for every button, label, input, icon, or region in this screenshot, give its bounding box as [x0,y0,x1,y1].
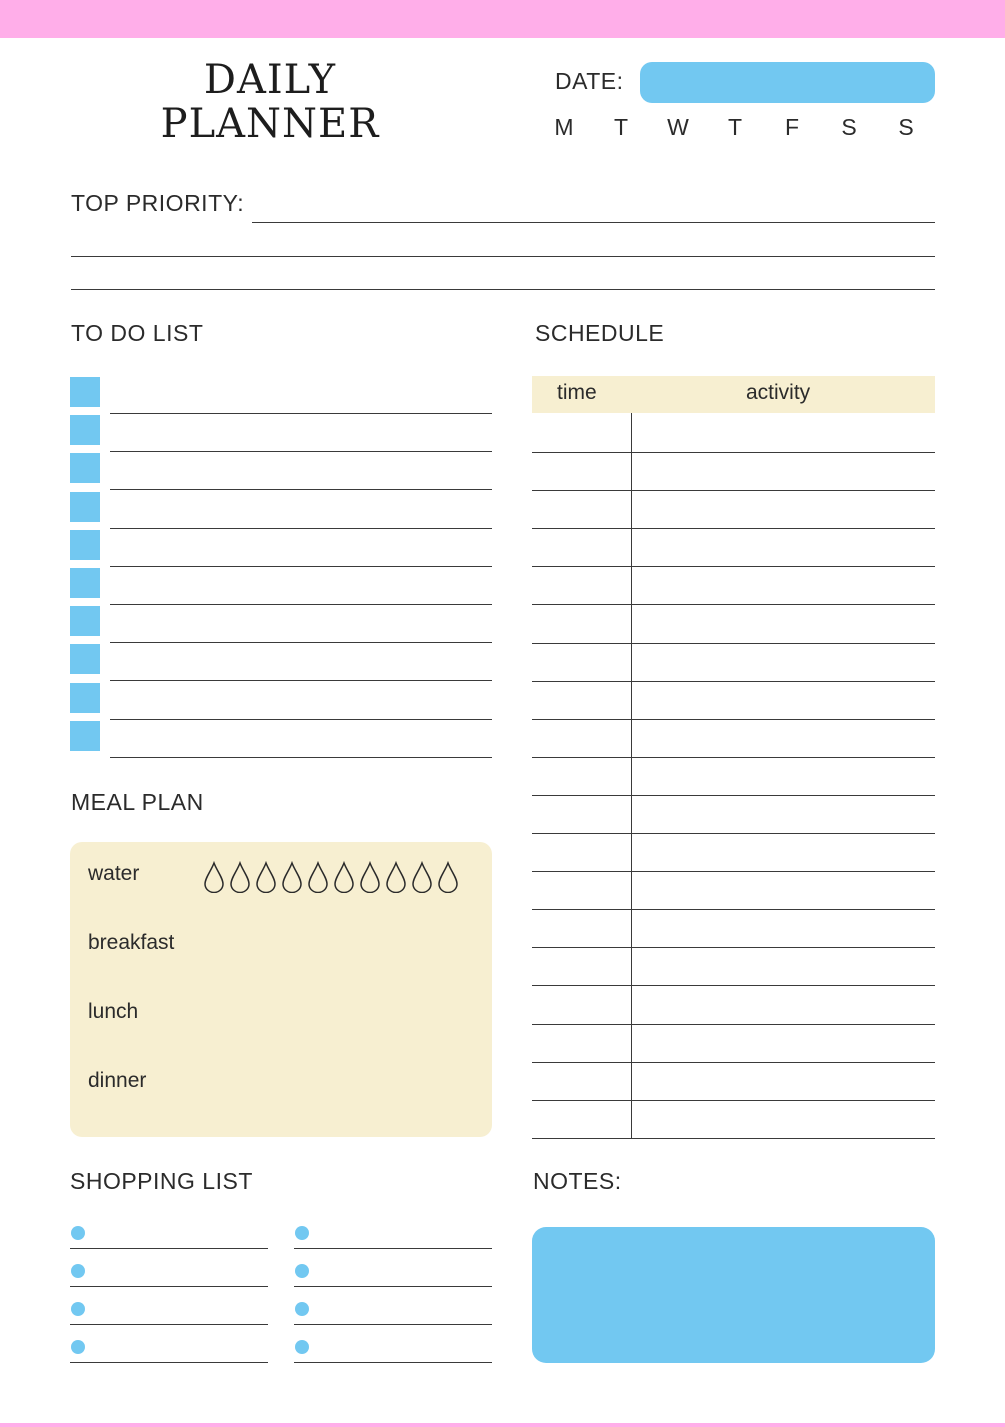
weekday-0[interactable]: M [554,114,574,140]
title-line-2: PLANNER [160,101,380,147]
page-title [150,58,390,146]
weekday-6[interactable]: S [898,114,914,140]
todo-line[interactable] [110,719,492,720]
schedule-row-line[interactable] [532,833,935,834]
weekday-4[interactable]: F [784,114,800,140]
schedule-row-line[interactable] [532,909,935,910]
schedule-column-divider [631,413,632,1138]
water-drop-icon[interactable] [229,861,251,893]
water-label: water [88,862,140,885]
schedule-row-line[interactable] [532,1024,935,1025]
shopping-line[interactable] [294,1324,492,1325]
weekday-5[interactable]: S [841,114,857,140]
bullet-dot-icon [295,1340,309,1354]
schedule-row-line[interactable] [532,643,935,644]
todo-checkbox[interactable] [70,453,100,483]
lunch-label: lunch [88,1000,139,1023]
shopping-list-title: SHOPPING LIST [70,1168,253,1194]
bullet-dot-icon [295,1226,309,1240]
notes-title: NOTES: [533,1168,622,1194]
todo-checkbox[interactable] [70,644,100,674]
shopping-line[interactable] [70,1362,268,1363]
schedule-row-line[interactable] [532,681,935,682]
date-label: DATE: [555,68,624,94]
schedule-row-line[interactable] [532,985,935,986]
todo-checkbox[interactable] [70,683,100,713]
water-drop-icon[interactable] [255,861,277,893]
weekday-selector [549,114,949,144]
water-tracker [203,861,459,893]
todo-line[interactable] [110,528,492,529]
schedule-row-line[interactable] [532,795,935,796]
schedule-row-line[interactable] [532,1100,935,1101]
water-drop-icon[interactable] [411,861,433,893]
schedule-row-line[interactable] [532,719,935,720]
shopping-line[interactable] [294,1286,492,1287]
bullet-dot-icon [71,1340,85,1354]
bottom-accent-bar [0,1423,1005,1427]
todo-line[interactable] [110,566,492,567]
todo-checkbox[interactable] [70,530,100,560]
schedule-row-line[interactable] [532,947,935,948]
bullet-dot-icon [295,1302,309,1316]
schedule-row-line[interactable] [532,871,935,872]
todo-line[interactable] [110,642,492,643]
schedule-row-line[interactable] [532,490,935,491]
water-drop-icon[interactable] [203,861,225,893]
meal-plan-title: MEAL PLAN [71,789,204,815]
bullet-dot-icon [71,1264,85,1278]
weekday-3[interactable]: T [727,114,743,140]
shopping-line[interactable] [70,1324,268,1325]
schedule-time-header: time [557,381,597,404]
top-priority-line-1[interactable] [252,222,935,223]
schedule-activity-header: activity [746,381,811,404]
top-accent-bar [0,0,1005,38]
schedule-row-line[interactable] [532,452,935,453]
bullet-dot-icon [71,1302,85,1316]
todo-line[interactable] [110,489,492,490]
todo-checkbox[interactable] [70,568,100,598]
date-field[interactable] [640,62,935,103]
top-priority-label: TOP PRIORITY: [71,190,245,216]
water-drop-icon[interactable] [333,861,355,893]
schedule-title: SCHEDULE [535,320,665,346]
schedule-row-line[interactable] [532,1138,935,1139]
todo-checkbox[interactable] [70,415,100,445]
title-line-1: DAILY [203,57,337,103]
todo-checkbox[interactable] [70,721,100,751]
water-drop-icon[interactable] [359,861,381,893]
todo-title: TO DO LIST [71,320,204,346]
shopping-line[interactable] [70,1248,268,1249]
todo-line[interactable] [110,680,492,681]
dinner-label: dinner [88,1069,147,1092]
todo-line[interactable] [110,604,492,605]
schedule-row-line[interactable] [532,566,935,567]
todo-checkbox[interactable] [70,377,100,407]
bullet-dot-icon [295,1264,309,1278]
water-drop-icon[interactable] [281,861,303,893]
notes-area[interactable] [532,1227,935,1363]
schedule-row-line[interactable] [532,1062,935,1063]
todo-checkbox[interactable] [70,606,100,636]
shopping-line[interactable] [294,1362,492,1363]
todo-line[interactable] [110,413,492,414]
schedule-header [532,376,935,413]
todo-checkbox[interactable] [70,492,100,522]
todo-line[interactable] [110,451,492,452]
water-drop-icon[interactable] [385,861,407,893]
schedule-row-line[interactable] [532,604,935,605]
water-drop-icon[interactable] [307,861,329,893]
bullet-dot-icon [71,1226,85,1240]
breakfast-label: breakfast [88,931,175,954]
shopping-line[interactable] [70,1286,268,1287]
schedule-row-line[interactable] [532,528,935,529]
top-priority-line-2[interactable] [71,256,935,257]
meal-plan-box [70,842,492,1137]
top-priority-line-3[interactable] [71,289,935,290]
schedule-row-line[interactable] [532,757,935,758]
shopping-line[interactable] [294,1248,492,1249]
todo-line[interactable] [110,757,492,758]
weekday-2[interactable]: W [667,114,689,140]
weekday-1[interactable]: T [613,114,629,140]
water-drop-icon[interactable] [437,861,459,893]
